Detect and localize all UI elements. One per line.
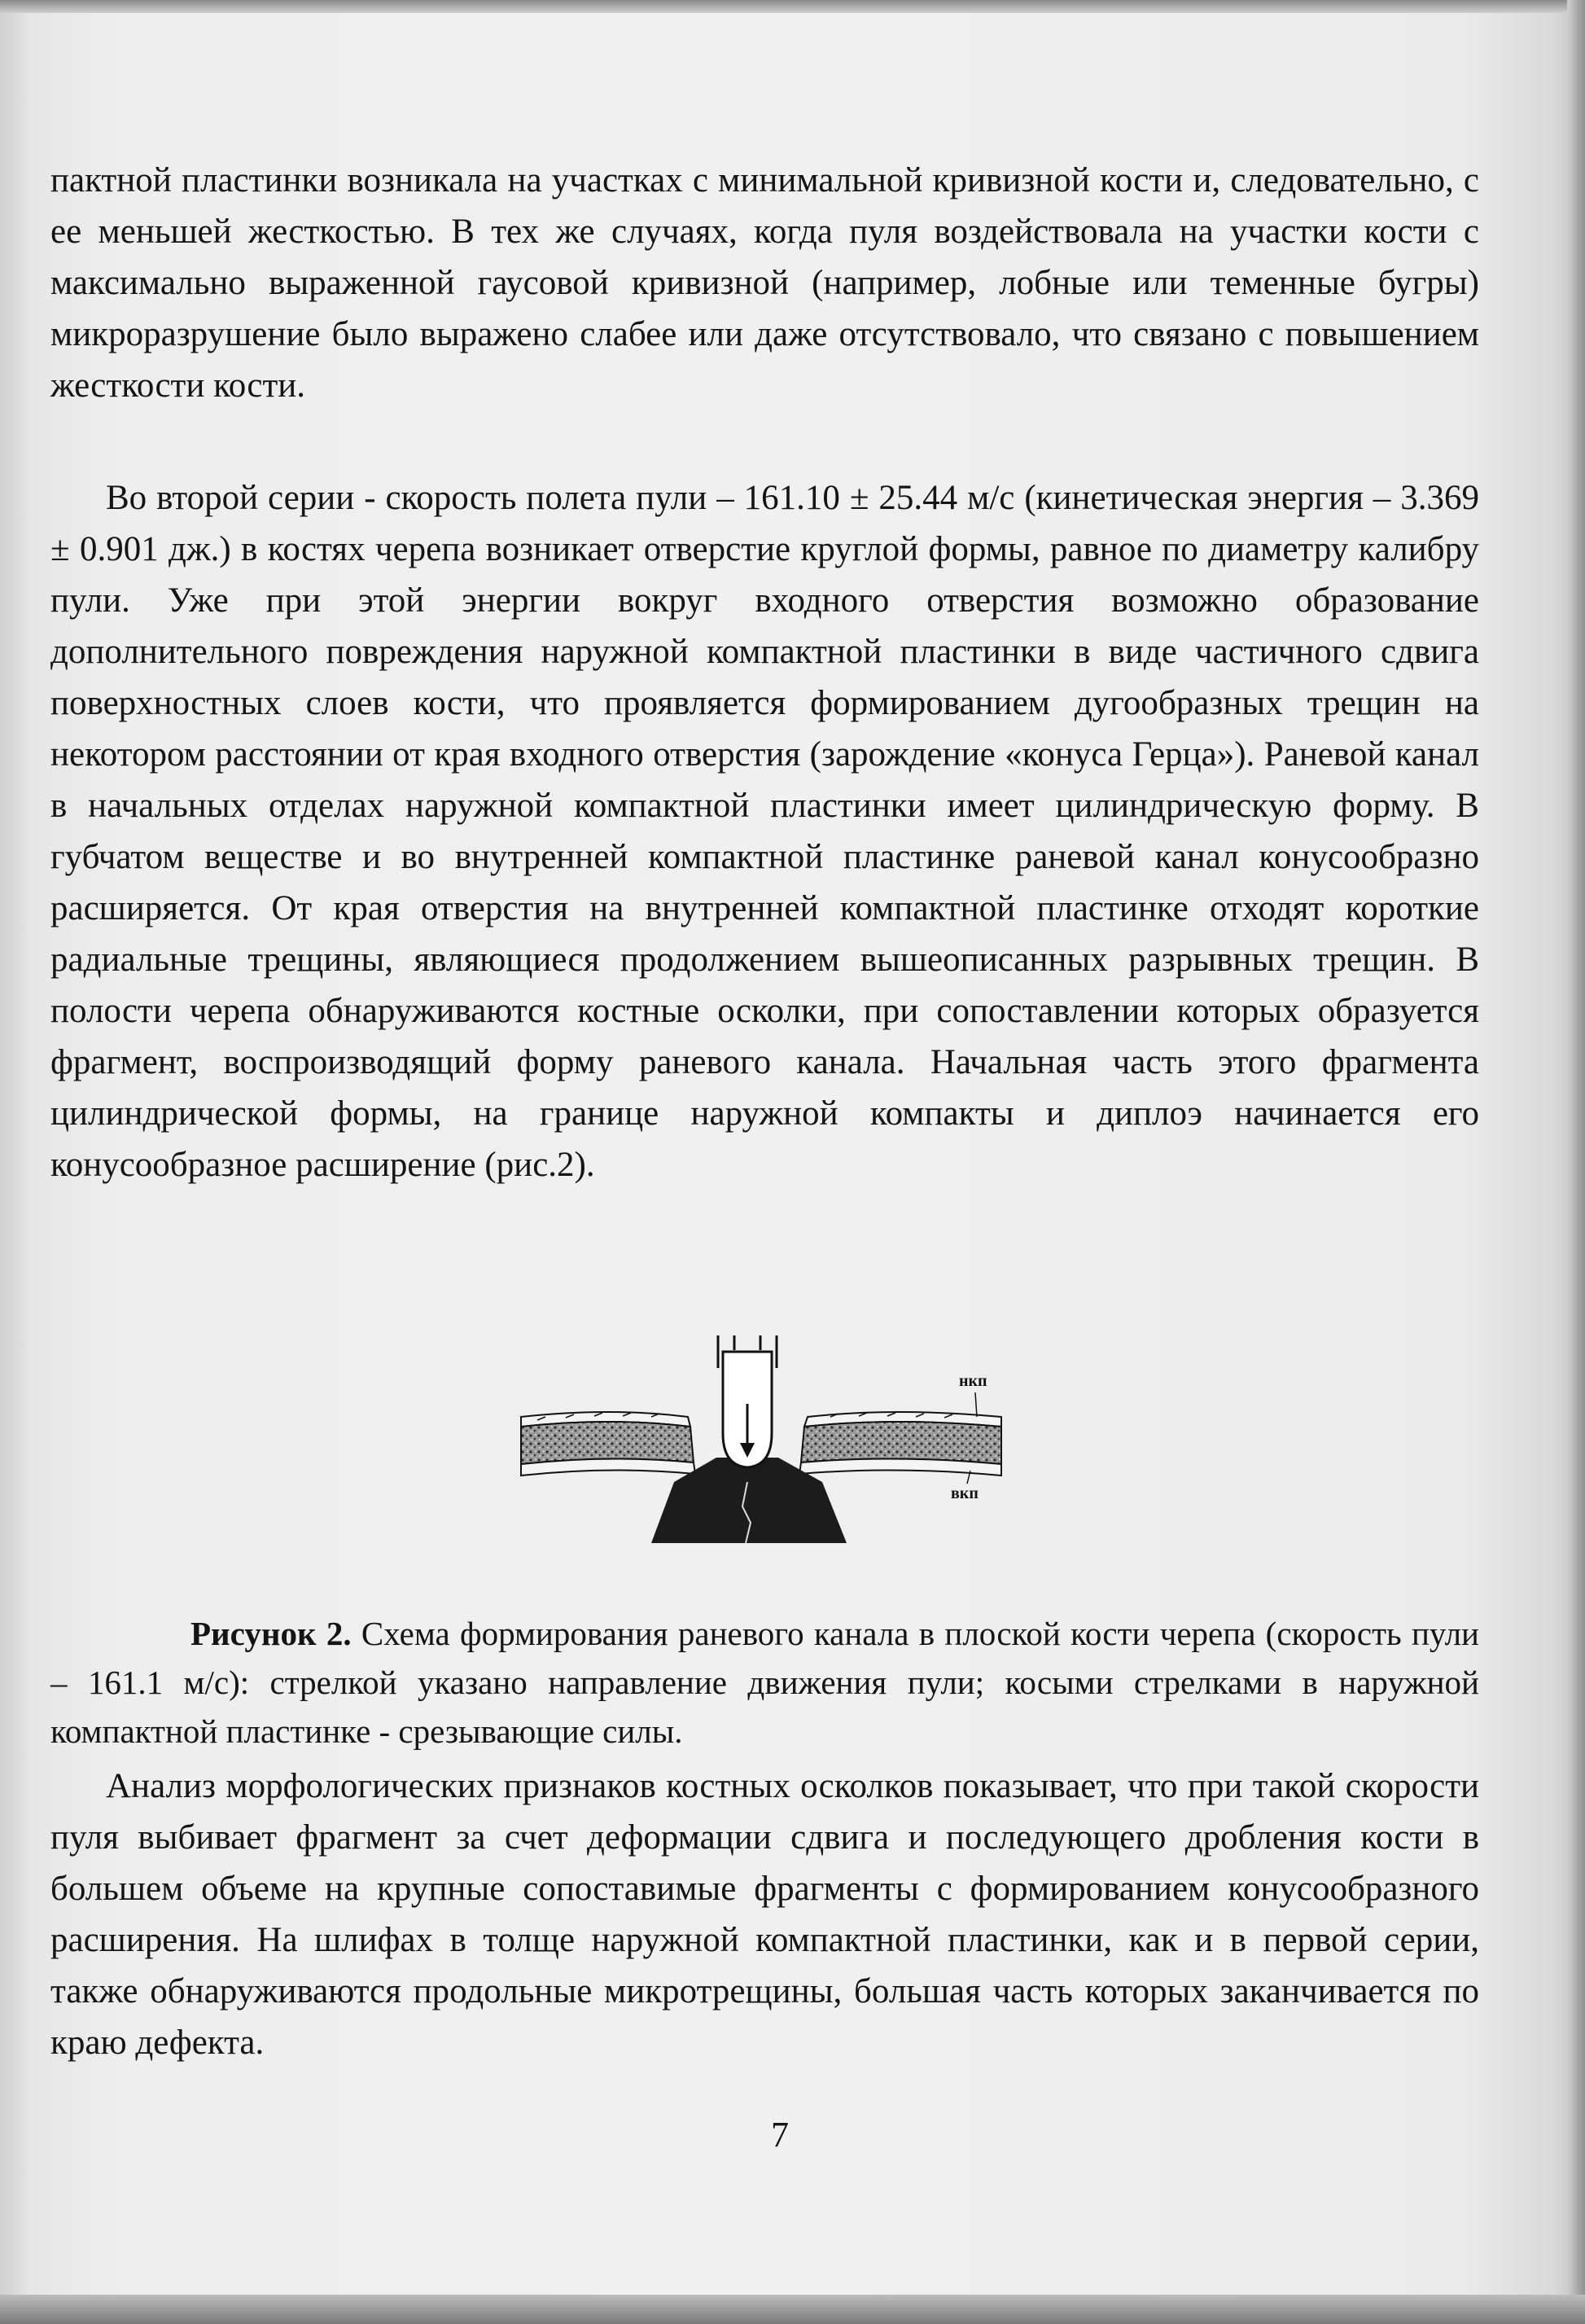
label-outer-compact: нкп <box>959 1372 987 1390</box>
paragraph-2: Во второй серии - скорость полета пули – 161.10 ± 25.44 м/с (кинетическая энергия – 3.369 ± 0.901 дж.) в костях черепа возникает отверстие круглой формы, равное по диаметру калибру пули. Уже при этой энергии вокруг входного отверстия возможно образование дополнительного повреждения наружной компактной пластинки в виде частичного сдвига поверхностных слоев кости, что проявляется формированием дугообразных трещин на некотором расстоянии от края входного отверстия (зарождение «конуса Герца»). Раневой канал в начальных отделах наружной компактной пластинки имеет цилиндрическую форму. В губчатом веществе и во внутренней компактной пластинке раневой канал конусообразно расширяется. От края отверстия на внутренней компактной пластинке отходят короткие радиальные трещины, являющиеся продолжением вышеописанных разрывных трещин. В полости черепа обнаруживаются костные осколки, при сопоставлении которых образуется фрагмент, воспроизводящий форму раневого канала. Начальная часть этого фрагмента цилиндрической формы, на границе наружной компакты и диплоэ начинается его конусообразное расширение (рис.2). <box>50 479 1479 1184</box>
scan-bottom-edge <box>0 2295 1585 2324</box>
right-bone-segment <box>799 1412 1001 1476</box>
left-bone-segment <box>521 1412 695 1476</box>
scan-top-edge <box>0 0 1585 13</box>
scan-right-edge <box>1567 0 1585 2324</box>
page-number: 7 <box>771 2115 789 2155</box>
caption-label: Рисунок 2. <box>190 1615 352 1652</box>
paragraph-1: пактной пластинки возникала на участках с минимальной кривизной кости и, следовательно, с ее меньшей жесткостью. В тех же случаях, когда пуля воздействовала на участки кости с максимально выраженной гаусовой кривизной (например, лобные или теменные бугры) микроразрушение было выражено слабее или даже отсутствовало, что связано с повышением жесткости кости. <box>50 161 1479 405</box>
caption-text: Схема формирования раневого канала в плоской кости черепа (скорость пули – 161.1 м/с): стрелкой указано направление движения пули; косыми стрелками в наружной компактной пластинке - срезывающие силы. <box>50 1615 1479 1750</box>
bullet-icon <box>723 1352 772 1467</box>
label-inner-compact: вкп <box>951 1484 979 1502</box>
wound-channel-svg <box>488 1335 1058 1580</box>
paragraph-3: Анализ морфологических признаков костных осколков показывает, что при такой скорости пуля выбивает фрагмент за счет деформации сдвига и последующего дробления кости в большем объеме на крупные сопоставимые фрагменты с формированием конусообразного расширения. На шлифах в толще наружной компактной пластинки, как и в первой серии, также обнаруживаются продольные микротрещины, большая часть которых заканчивается по краю дефекта. <box>50 1767 1479 2062</box>
figure-caption <box>50 1609 1479 1756</box>
figure-wound-channel-diagram <box>488 1335 1058 1580</box>
